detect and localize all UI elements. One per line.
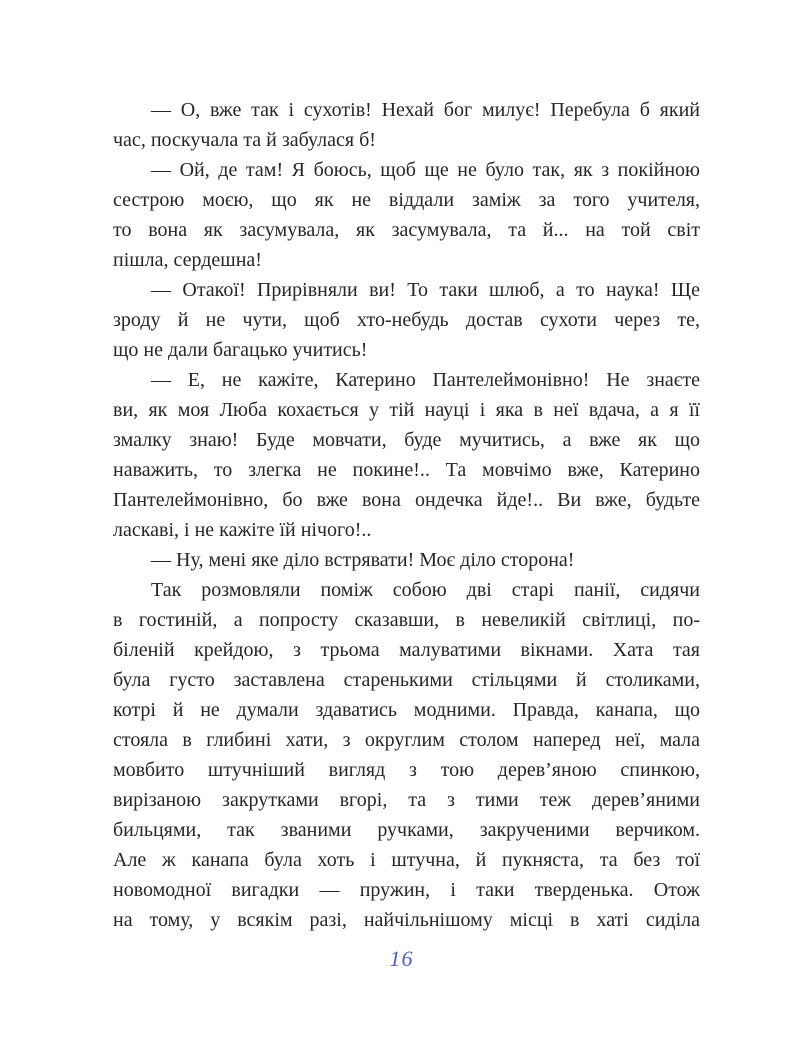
text-line: біленій крейдою, з трьома малуватими вікнами. Хата тая [113, 639, 700, 661]
text-line: Так розмовляли поміж собою дві старі панії, сидячи [151, 579, 700, 601]
page-number: 16 [389, 946, 414, 971]
paragraph [113, 545, 700, 575]
paragraph [113, 365, 700, 545]
text-line: на тому, у всякім разі, найчільнішому місці в хаті сиділа [113, 909, 700, 931]
text-line: вирізаною закрутками вгорі, та з тими теж дерев’яними [113, 789, 700, 811]
paragraph [113, 275, 700, 365]
text-line: що не дали багацько учитись! [113, 339, 368, 361]
text-line: Пантелеймонівно, бо вже вона ондечка йде!.. Ви вже, будьте [113, 489, 700, 511]
text-line: зроду й не чути, щоб хто-небудь достав сухоти через те, [113, 309, 700, 331]
text-line: — О, вже так і сухотів! Нехай бог милує! Перебула б який [151, 99, 700, 121]
text-line: пішла, сердешна! [113, 249, 262, 271]
paragraph [113, 575, 700, 935]
text-line: була густо заставлена старенькими стільцями й столиками, [113, 669, 700, 691]
text-line: котрі й не думали здаватись модними. Правда, канапа, що [113, 699, 700, 721]
text-line: сестрою моєю, що як не віддали заміж за того учителя, [113, 189, 700, 211]
text-line: — Отакої! Прирівняли ви! То таки шлюб, а то наука! Ще [151, 279, 700, 301]
text-line: Але ж канапа була хоть і штучна, й пукняста, та без тої [113, 849, 700, 871]
text-line: стояла в глибині хати, з округлим столом наперед неї, мала [113, 729, 700, 751]
text-line: в гостиній, а попросту сказавши, в невеликій світлиці, по- [113, 609, 700, 631]
text-line: — Ой, де там! Я боюсь, щоб ще не було так, як з покійною [151, 159, 700, 181]
text-line: бильцями, так званими ручками, закрученими верчиком. [113, 819, 700, 841]
paragraph [113, 95, 700, 155]
text-line: то вона як засумувала, як засумувала, та й... на той світ [113, 219, 700, 241]
text-line: ви, як моя Люба кохається у тій науці і яка в неї вдача, а я її [113, 399, 700, 421]
text-line: мовбито штучніший вигляд з тою дерев’яною спинкою, [113, 759, 700, 781]
text-line: час, поскучала та й забулася б! [113, 129, 376, 151]
text-line: змалку знаю! Буде мовчати, буде мучитись, а вже як що [113, 429, 700, 451]
text-line: наважить, то злегка не покине!.. Та мовчімо вже, Катерино [113, 459, 700, 481]
text-line: — Ну, мені яке діло встрявати! Моє діло сторона! [151, 549, 575, 571]
page-text [113, 95, 700, 935]
paragraph [113, 155, 700, 275]
text-line: — Е, не кажіте, Катерино Пантелеймонівно! Не знаєте [151, 369, 700, 391]
text-line: ласкаві, і не кажіте їй нічого!.. [113, 519, 372, 541]
text-line: новомодної вигадки — пружин, і таки тверденька. Отож [113, 879, 700, 901]
